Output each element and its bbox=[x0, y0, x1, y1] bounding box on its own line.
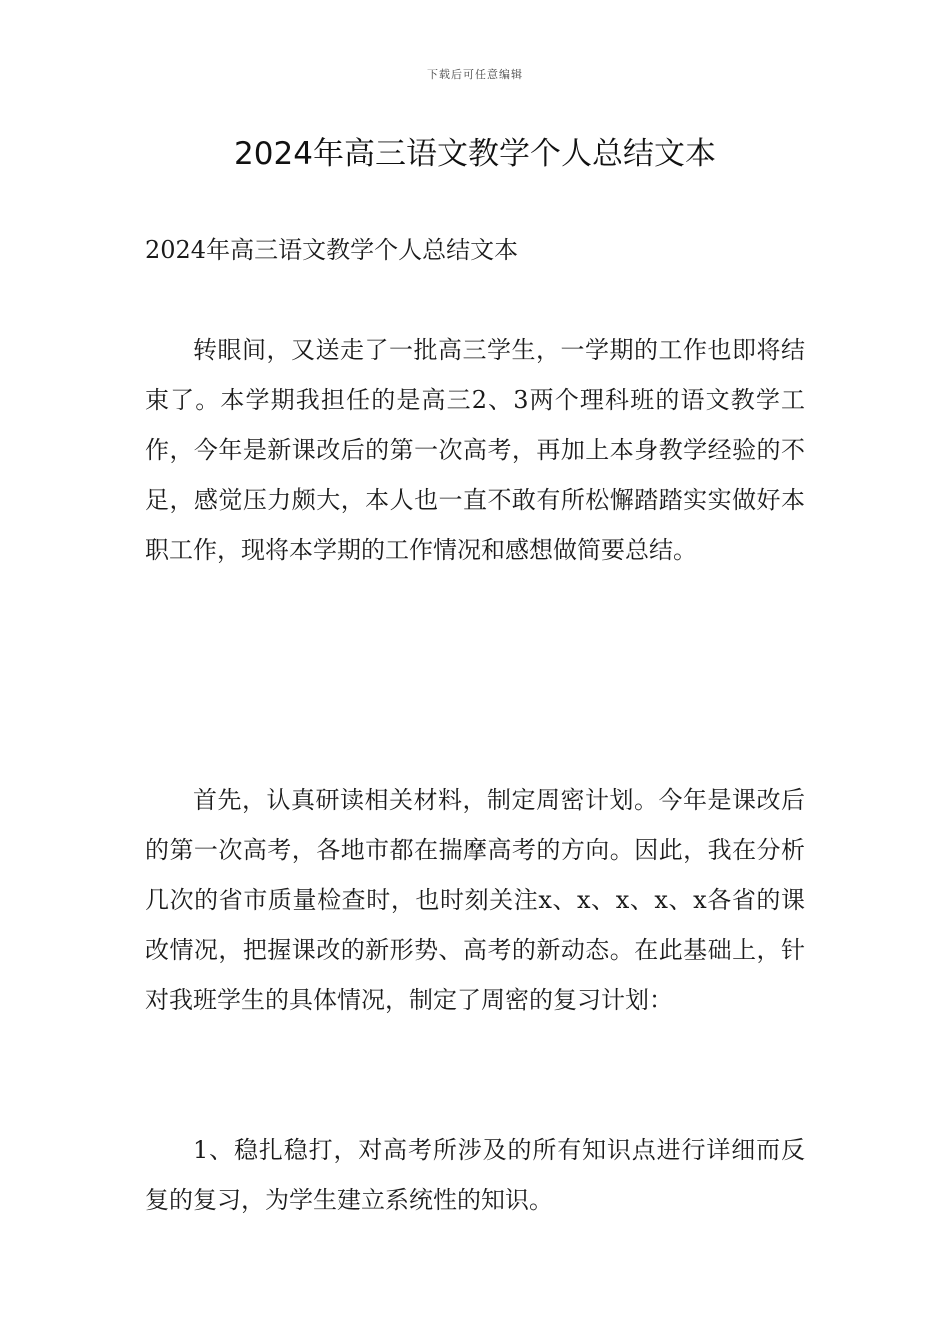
paragraph-intro: 转眼间，又送走了一批高三学生，一学期的工作也即将结束了。本学期我担任的是高三2、3两个理科班的语文教学工作，今年是新课改后的第一次高考，再加上本身教学经验的不足，感觉压力颇大，本人也一直不敢有所松懈踏踏实实做好本职工作，现将本学期的工作情况和感想做简要总结。 bbox=[145, 336, 805, 564]
document-title: 2024年高三语文教学个人总结文本 bbox=[234, 136, 716, 172]
header-note: 下载后可任意编辑 bbox=[427, 68, 523, 81]
paragraph-point-1: 1、稳扎稳打，对高考所涉及的所有知识点进行详细而反复的复习，为学生建立系统性的知识。 bbox=[145, 1136, 805, 1214]
document-subtitle: 2024年高三语文教学个人总结文本 bbox=[145, 236, 519, 264]
paragraph-planning: 首先，认真研读相关材料，制定周密计划。今年是课改后的第一次高考，各地市都在揣摩高考的方向。因此，我在分析几次的省市质量检查时，也时刻关注x、x、x、x、x各省的课改情况，把握课改的新形势、高考的新动态。在此基础上，针对我班学生的具体情况，制定了周密的复习计划： bbox=[145, 786, 805, 1014]
